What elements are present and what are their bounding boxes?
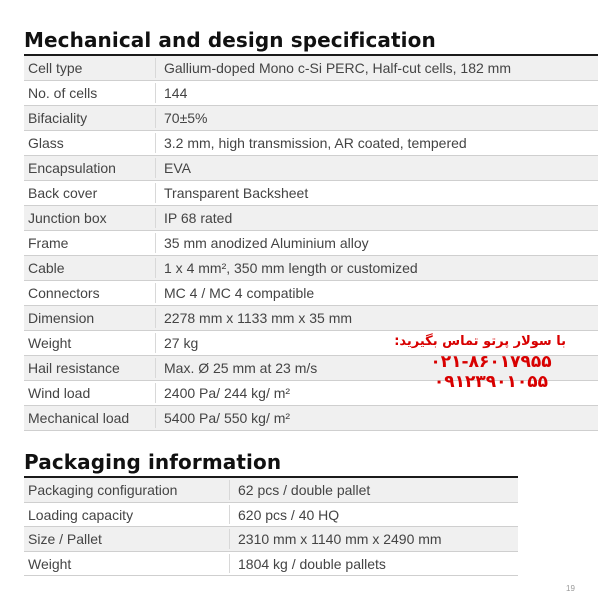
spec-key: Packaging configuration — [28, 482, 178, 498]
column-divider — [229, 480, 230, 500]
spec-row — [24, 81, 598, 106]
column-divider — [155, 283, 156, 303]
spec-row — [24, 231, 598, 256]
column-divider — [229, 529, 230, 549]
spec-value: 5400 Pa/ 550 kg/ m² — [164, 410, 291, 426]
spec-value: IP 68 rated — [164, 210, 233, 226]
column-divider — [155, 58, 156, 78]
spec-value: MC 4 / MC 4 compatible — [164, 285, 315, 301]
spec-value: Transparent Backsheet — [164, 185, 309, 201]
spec-key: Frame — [28, 235, 69, 251]
spec-key: Size / Pallet — [28, 531, 102, 547]
column-divider — [155, 408, 156, 428]
spec-key: Loading capacity — [28, 506, 134, 523]
packaging-info-table — [24, 478, 518, 576]
spec-value: 62 pcs / double pallet — [238, 482, 371, 498]
spec-row — [24, 527, 518, 552]
spec-value: Gallium-doped Mono c-Si PERC, Half-cut cells, 182 mm — [164, 60, 512, 76]
column-divider — [229, 554, 230, 574]
spec-key: Back cover — [28, 185, 98, 201]
spec-key: Connectors — [28, 285, 100, 301]
column-divider — [155, 233, 156, 253]
spec-key: Junction box — [28, 210, 107, 226]
spec-value: 1804 kg / double pallets — [238, 555, 386, 572]
spec-key: Hail resistance — [28, 360, 120, 376]
column-divider — [155, 333, 156, 353]
spec-row — [24, 206, 598, 231]
spec-value: Max. Ø 25 mm at 23 m/s — [164, 360, 318, 376]
spec-row — [24, 406, 598, 431]
spec-key: Cable — [28, 260, 65, 276]
contact-overlay-phone-mobile: ۰۹۱۲۳۹۰۱۰۵۵ — [433, 372, 549, 392]
spec-row — [24, 156, 598, 181]
spec-value: EVA — [164, 160, 191, 176]
spec-value: 70±5% — [164, 110, 208, 126]
mechanical-section-title: Mechanical and design specification — [24, 28, 436, 52]
column-divider — [155, 258, 156, 278]
spec-row — [24, 478, 518, 503]
column-divider — [229, 505, 230, 525]
column-divider — [155, 183, 156, 203]
spec-value: 27 kg — [164, 335, 199, 351]
spec-value: 3.2 mm, high transmission, AR coated, tempered — [164, 135, 467, 151]
column-divider — [155, 208, 156, 228]
spec-value: 2400 Pa/ 244 kg/ m² — [164, 385, 291, 401]
contact-overlay — [394, 332, 566, 392]
column-divider — [155, 308, 156, 328]
spec-row — [24, 56, 598, 81]
spec-row — [24, 106, 598, 131]
spec-key: Dimension — [28, 310, 95, 326]
spec-key: Bifaciality — [28, 110, 88, 126]
column-divider — [155, 133, 156, 153]
contact-overlay-heading: با سولار پرتو تماس بگیرید: — [394, 334, 566, 349]
spec-row — [24, 281, 598, 306]
column-divider — [155, 383, 156, 403]
spec-row — [24, 306, 598, 331]
column-divider — [155, 83, 156, 103]
spec-key: Cell type — [28, 60, 83, 76]
spec-key: Weight — [28, 335, 72, 351]
spec-row — [24, 552, 518, 577]
spec-key: Weight — [28, 555, 72, 572]
spec-key: Glass — [28, 135, 64, 151]
spec-value: 620 pcs / 40 HQ — [238, 506, 340, 523]
column-divider — [155, 108, 156, 128]
packaging-section-title: Packaging information — [24, 450, 282, 474]
spec-key: Mechanical load — [28, 410, 130, 426]
spec-key: No. of cells — [28, 85, 98, 101]
spec-key: Encapsulation — [28, 160, 116, 176]
spec-row — [24, 131, 598, 156]
column-divider — [155, 158, 156, 178]
spec-value: 35 mm anodized Aluminium alloy — [164, 235, 369, 251]
spec-key: Wind load — [28, 385, 91, 401]
spec-value: 2278 mm x 1133 mm x 35 mm — [164, 310, 353, 326]
page-corner-mark: 19 — [566, 584, 575, 593]
spec-row — [24, 181, 598, 206]
column-divider — [155, 358, 156, 378]
spec-value: 1 x 4 mm², 350 mm length or customized — [164, 260, 418, 276]
spec-value: 144 — [164, 85, 188, 101]
contact-overlay-phone-landline: ۰۲۱-۸۶۰۱۷۹۵۵ — [430, 352, 552, 372]
spec-row — [24, 503, 518, 528]
spec-row — [24, 256, 598, 281]
spec-value: 2310 mm x 1140 mm x 2490 mm — [238, 531, 442, 547]
